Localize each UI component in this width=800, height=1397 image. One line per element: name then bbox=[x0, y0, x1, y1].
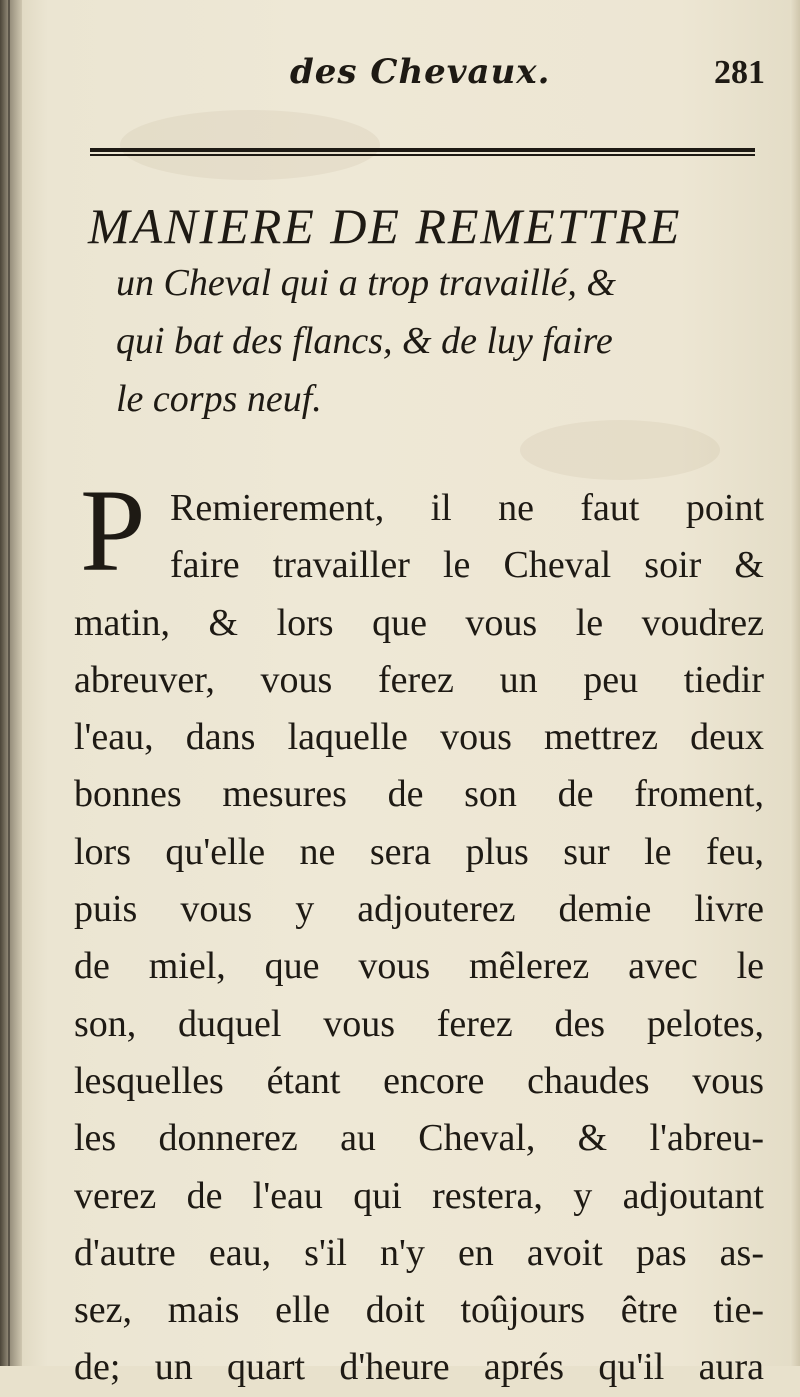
text-line: lesquelles étant encore chaudes vous bbox=[74, 1059, 764, 1102]
text-line: faire travailler le Cheval soir & bbox=[170, 544, 764, 587]
running-title: des Chevaux. bbox=[290, 52, 551, 92]
text-line: sez, mais elle doit toûjours être tie- bbox=[74, 1289, 764, 1332]
text-line: puis vous y adjouterez demie livre bbox=[74, 888, 764, 931]
header-rule bbox=[90, 148, 755, 156]
text-line: de; un quart d'heure aprés qu'il aura bbox=[74, 1346, 764, 1389]
text-line: matin, & lors que vous le voudrez bbox=[74, 601, 764, 644]
heading-line: qui bat des flancs, & de luy faire bbox=[116, 320, 613, 362]
text-line: Remierement, il ne faut point bbox=[170, 487, 764, 529]
paper-stain bbox=[120, 110, 380, 180]
binding-edge bbox=[0, 0, 22, 1366]
text-line: les donnerez au Cheval, & l'abreu- bbox=[74, 1117, 764, 1160]
text-line: abreuver, vous ferez un peu tiedir bbox=[74, 658, 764, 701]
text-line: bonnes mesures de son de froment, bbox=[74, 773, 764, 816]
body-paragraph bbox=[74, 480, 764, 1397]
heading-line: le corps neuf. bbox=[116, 378, 322, 420]
running-head bbox=[90, 52, 765, 102]
heading-subtitle bbox=[88, 254, 768, 428]
text-line: d'autre eau, s'il n'y en avoit pas as- bbox=[74, 1231, 764, 1274]
text-line: verez de l'eau qui restera, y adjoutant bbox=[74, 1174, 764, 1217]
page-number: 281 bbox=[714, 54, 765, 91]
text-line: l'eau, dans laquelle vous mettrez deux bbox=[74, 716, 764, 759]
page-edge bbox=[790, 0, 800, 1366]
paper-stain bbox=[520, 420, 720, 480]
heading-line: un Cheval qui a trop travaillé, & bbox=[116, 262, 616, 304]
text-line: lors qu'elle ne sera plus sur le feu, bbox=[74, 830, 764, 873]
text-line: son, duquel vous ferez des pelotes, bbox=[74, 1002, 764, 1045]
heading-main: MANIERE DE REMETTRE bbox=[88, 198, 682, 254]
section-heading bbox=[88, 198, 768, 428]
text-line: de miel, que vous mêlerez avec le bbox=[74, 945, 764, 988]
drop-cap: P bbox=[80, 465, 146, 596]
